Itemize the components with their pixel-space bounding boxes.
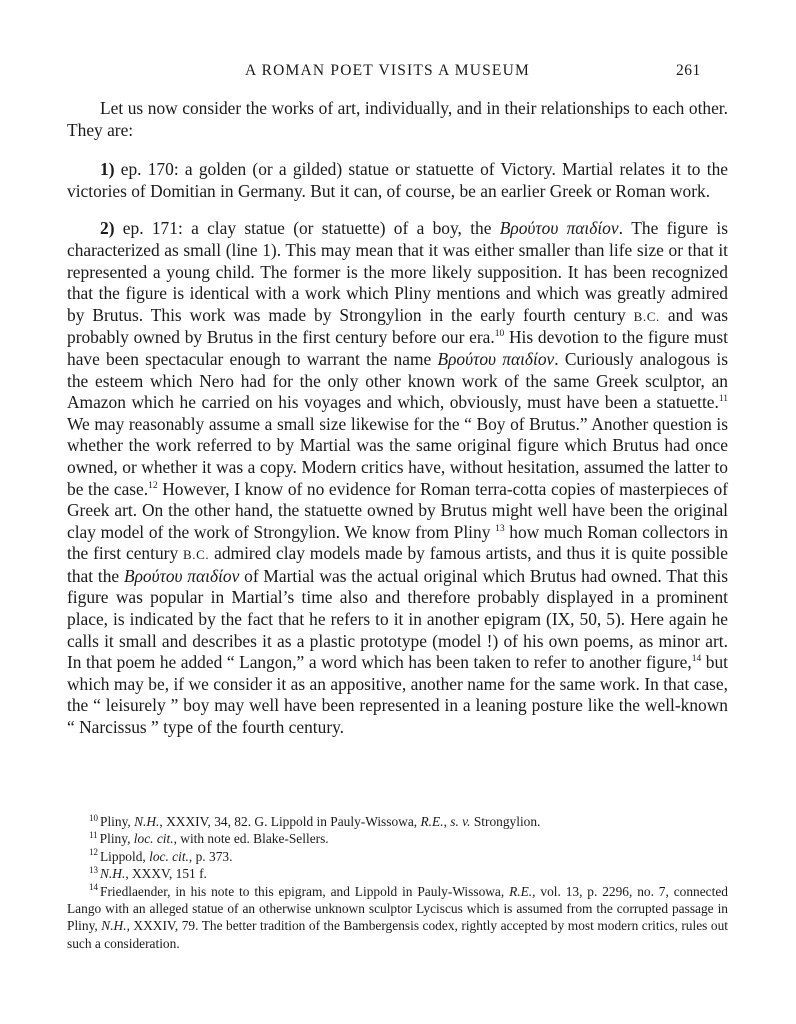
footnote-number: 13 <box>89 864 98 875</box>
body-text <box>67 98 728 755</box>
item-2-text-2: . The figure is characterized as small (line 1). This may mean that it was either smaller than life size or that it represented a young child. The former is the more likely supposition. It has been recognized that the figure is identical with a work which Pliny mentions and which was greatly admired by Brutus. This work was made by Strongylion in the early fourth century <box>67 218 729 325</box>
footnote <box>67 883 728 953</box>
page-number: 261 <box>676 62 701 79</box>
footnote-number: 14 <box>89 882 98 893</box>
footnote-italic: R.E. <box>509 883 533 899</box>
footnote-text: Pliny, <box>99 831 134 847</box>
footnote-ref-14[interactable]: 14 <box>691 654 702 665</box>
footnote <box>67 830 728 847</box>
footnote-text: , vol. 13, p. 2296, no. 7, connected Lango with an alleged statue of an otherwise unknown sculptor Lyciscus which is assumed from the corrupted passage in Pliny, <box>67 883 728 934</box>
era-abbrev: B.C. <box>183 547 210 563</box>
greek-phrase: Βρούτου παιδίον <box>499 218 619 239</box>
item-2-text-3: and was probably owned by Brutus in the first century before our era. <box>67 304 728 348</box>
footnote-italic: s. v. <box>450 814 471 829</box>
item-1-text: ep. 170: a golden (or a gilded) statue or statuette of Victory. Martial relates it to the victories of Domitian in Germany. But it can, of course, be an earlier Greek or Roman work. <box>67 159 728 201</box>
footnote-number: 10 <box>89 812 98 823</box>
footnote-text: , XXXIV, 79. The better tradition of the Bambergensis codex, rightly accepted by most modern critics, rules out such a consideration. <box>67 918 728 951</box>
footnote-number: 12 <box>89 847 98 858</box>
item-2-text-1: ep. 171: a clay statue (or statuette) of a boy, the <box>114 218 500 239</box>
footnote-ref-13[interactable]: 13 <box>495 523 505 534</box>
footnote-italic: N.H. <box>100 866 126 882</box>
footnote-text: Strongylion. <box>470 814 541 829</box>
footnotes <box>67 813 728 952</box>
item-2-text-6: We may reasonably assume a small size likewise for the “ Boy of Brutus.” Another question is whether the work referred to by Martial was the same original figure which Brutus had once owned, or whether it was a copy. Modern critics have, without hesitation, assumed the latter to be the case. <box>67 413 728 499</box>
footnote <box>67 848 728 865</box>
footnote-italic: loc. cit. <box>133 831 174 847</box>
era-abbrev: B.C. <box>633 308 660 324</box>
greek-phrase: Βρούτου παιδίον <box>437 348 555 369</box>
footnote-text: Friedlaender, in his note to this epigram, and Lippold in Pauly-Wissowa, <box>100 883 510 899</box>
footnote-ref-12[interactable]: 12 <box>148 480 158 491</box>
footnote-text: , XXXV, 151 f. <box>125 866 207 882</box>
footnote <box>67 813 728 830</box>
footnote-text: Lippold, <box>100 848 150 864</box>
footnote-text: , XXXIV, 34, 82. G. Lippold in Pauly-Wissowa, <box>159 814 421 829</box>
item-2-text-7: However, I know of no evidence for Roman terra-cotta copies of masterpieces of Greek art. On the other hand, the statuette owned by Brutus might well have been the original clay model of the work of Strongylion. We know from Pliny <box>67 478 728 542</box>
item-2-text-10: of Martial was the actual original which Brutus had owned. That this figure was popular in Martial’s time also and therefore probably displayed in a prominent place, is indicated by the fact that he refers to it in another epigram (IX, 50, 5). Here again he calls it small and describes it as a plastic prototype (model !) of his own poems, as minor art. In that poem he added “ Langon,” a word which has been taken to refer to another figure, <box>67 565 729 673</box>
footnote-ref-10[interactable]: 10 <box>494 329 505 340</box>
footnote-italic: N.H. <box>134 814 160 829</box>
footnote-text: , <box>443 814 451 829</box>
footnote-number: 11 <box>89 829 98 840</box>
footnote-text: Pliny, <box>100 814 135 829</box>
item-2-text-11: but which may be, if we consider it as an appositive, another name for the same work. In that case, the “ leisurely ” boy may well have been represented in a leaning posture like the well-known “ Narcissus ” type of the fourth century. <box>67 652 728 738</box>
footnote-text: , with note ed. Blake-Sellers. <box>173 831 329 847</box>
footnote-italic: R.E. <box>420 814 444 829</box>
running-head <box>0 62 796 84</box>
footnote-italic: N.H. <box>101 918 127 934</box>
item-2-text-4: His devotion to the figure must have been spectacular enough to warrant the name <box>67 327 728 369</box>
footnote <box>67 865 728 882</box>
item-2-paragraph <box>67 218 728 738</box>
footnote-ref-11[interactable]: 11 <box>718 394 728 405</box>
greek-phrase: Βρούτου παιδίον <box>123 565 240 586</box>
footnote-text: , p. 373. <box>188 848 233 864</box>
item-2-number: 2) <box>100 218 115 239</box>
running-title: A ROMAN POET VISITS A MUSEUM <box>245 62 530 79</box>
item-2-text-8: how much Roman collectors in the first century <box>67 521 728 564</box>
intro-paragraph: Let us now consider the works of art, individually, and in their relationships to each other. They are: <box>67 98 728 140</box>
item-2-text-5: . Curiously analogous is the esteem which Nero had for the only other known work of the same Greek sculptor, an Amazon which he carried on his voyages and which, obviously, must have been a statuette. <box>67 348 729 413</box>
item-1-number: 1) <box>100 159 115 180</box>
item-2-text-9: admired clay models made by famous artists, and thus it is quite possible that the <box>67 543 728 586</box>
footnote-italic: loc. cit. <box>149 848 189 864</box>
item-1-paragraph <box>67 159 728 202</box>
